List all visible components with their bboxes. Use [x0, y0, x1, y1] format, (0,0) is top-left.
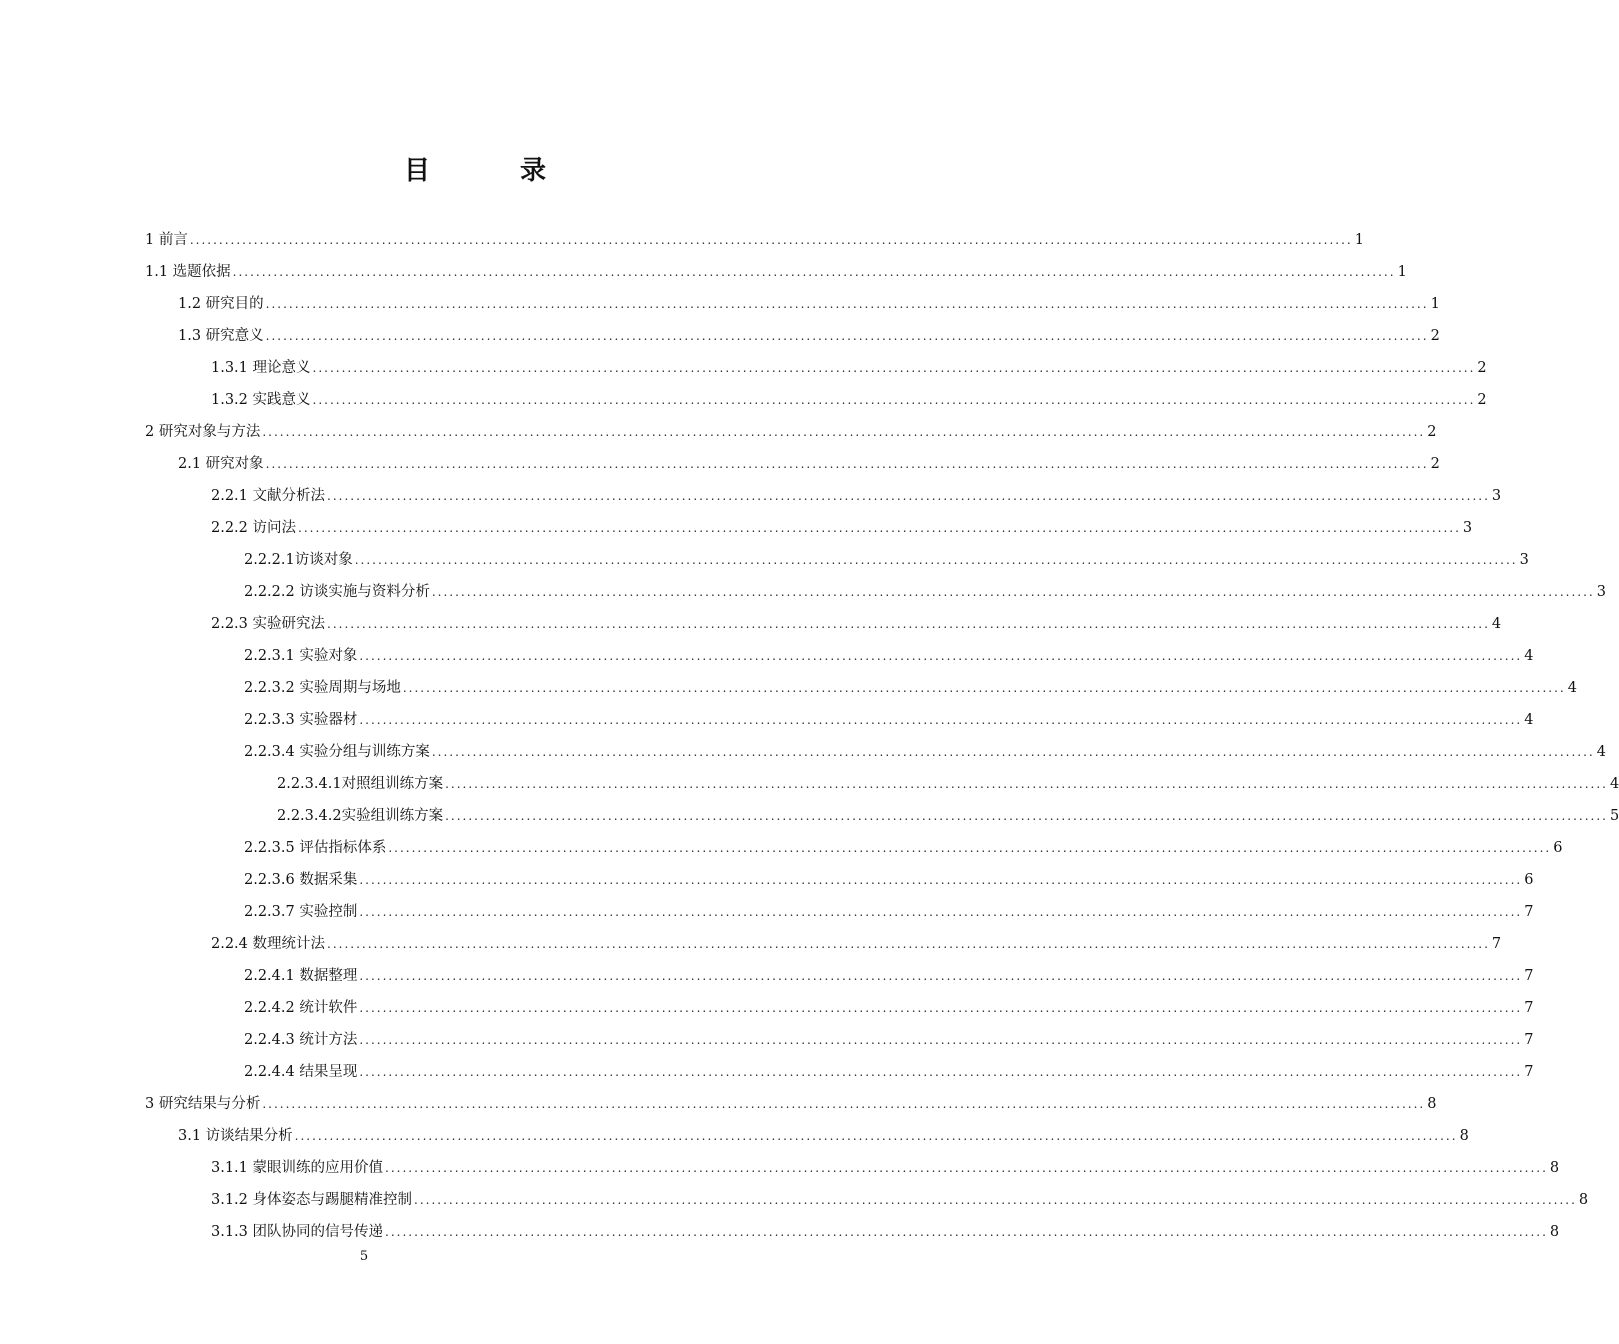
toc-leader-dots: ........................................................................................................................................................................................................	[327, 617, 1490, 631]
toc-entry-page: 8	[1459, 1128, 1469, 1144]
toc-entry[interactable]	[145, 640, 1534, 672]
toc-entry[interactable]	[145, 832, 1563, 864]
toc-entry-label: 2.2.4 数理统计法	[211, 936, 326, 952]
toc-entry-label: 2 研究对象与方法	[145, 424, 261, 440]
toc-leader-dots: ........................................................................................................................................................................................................	[354, 553, 1518, 567]
toc-entry-page: 4	[1567, 680, 1577, 696]
toc-entry-page: 8	[1549, 1160, 1560, 1176]
toc-entry-page: 7	[1491, 936, 1502, 952]
toc-entry[interactable]	[145, 416, 1437, 448]
toc-leader-dots: ........................................................................................................................................................................................................	[265, 329, 1429, 343]
toc-entry-label: 2.2.4.1 数据整理	[244, 968, 358, 984]
toc-entry[interactable]	[145, 992, 1534, 1024]
toc-entry-page: 5	[1609, 808, 1619, 824]
toc-entry-label: 1.3.2 实践意义	[211, 392, 311, 408]
toc-entry[interactable]	[145, 1184, 1589, 1216]
toc-entry-label: 2.2.3.5 评估指标体系	[244, 840, 387, 856]
toc-leader-dots: ........................................................................................................................................................................................................	[359, 905, 1523, 919]
toc-entry-label: 2.2.2 访问法	[211, 520, 297, 536]
toc-entry[interactable]	[145, 1216, 1560, 1248]
toc-entry-label: 2.2.3.6 数据采集	[244, 872, 358, 888]
toc-leader-dots: ........................................................................................................................................................................................................	[431, 585, 1595, 599]
toc-entry-label: 2.2.3.2 实验周期与场地	[244, 680, 401, 696]
toc-leader-dots: ........................................................................................................................................................................................................	[414, 1193, 1577, 1207]
toc-leader-dots: ........................................................................................................................................................................................................	[359, 713, 1523, 727]
toc-leader-dots: ........................................................................................................................................................................................................	[265, 457, 1429, 471]
toc-entry-label: 2.2.3.4 实验分组与训练方案	[244, 744, 430, 760]
toc-leader-dots: ........................................................................................................................................................................................................	[232, 265, 1396, 279]
toc-entry-label: 3.1.1 蒙眼训练的应用价值	[211, 1160, 384, 1176]
toc-leader-dots: ........................................................................................................................................................................................................	[359, 1033, 1523, 1047]
toc-entry[interactable]	[145, 352, 1487, 384]
document-title: 目 录	[403, 156, 578, 186]
toc-entry[interactable]	[145, 256, 1407, 288]
toc-entry-label: 1 前言	[145, 232, 188, 248]
toc-entry[interactable]	[145, 672, 1577, 704]
toc-entry-page: 4	[1524, 712, 1534, 728]
toc-entry-page: 3	[1596, 584, 1606, 600]
toc-entry-label: 1.3.1 理论意义	[211, 360, 311, 376]
toc-leader-dots: ........................................................................................................................................................................................................	[262, 425, 1426, 439]
toc-entry-label: 2.2.3.7 实验控制	[244, 904, 358, 920]
toc-leader-dots: ........................................................................................................................................................................................................	[385, 1161, 1548, 1175]
toc-entry[interactable]	[145, 928, 1502, 960]
toc-entry-label: 3.1.3 团队协同的信号传递	[211, 1224, 384, 1240]
toc-leader-dots: ........................................................................................................................................................................................................	[445, 809, 1608, 823]
toc-entry-label: 1.2 研究目的	[178, 296, 264, 312]
toc-entry-label: 2.2.2.1访谈对象	[244, 552, 353, 568]
toc-entry-label: 2.2.3 实验研究法	[211, 616, 326, 632]
toc-leader-dots: ........................................................................................................................................................................................................	[298, 521, 1461, 535]
toc-leader-dots: ........................................................................................................................................................................................................	[359, 1001, 1523, 1015]
toc-leader-dots: ........................................................................................................................................................................................................	[359, 1065, 1523, 1079]
toc-entry[interactable]	[145, 224, 1364, 256]
toc-entry-page: 4	[1609, 776, 1619, 792]
toc-leader-dots: ........................................................................................................................................................................................................	[327, 489, 1490, 503]
toc-leader-dots: ........................................................................................................................................................................................................	[431, 745, 1595, 759]
toc-entry[interactable]	[145, 576, 1606, 608]
toc-entry-label: 3.1.2 身体姿态与踢腿精准控制	[211, 1192, 413, 1208]
toc-entry-label: 2.2.3.3 实验器材	[244, 712, 358, 728]
toc-leader-dots: ........................................................................................................................................................................................................	[294, 1129, 1458, 1143]
toc-entry-label: 3.1 访谈结果分析	[178, 1128, 293, 1144]
toc-entry-page: 3	[1462, 520, 1473, 536]
toc-entry-page: 7	[1524, 1000, 1534, 1016]
toc-leader-dots: ........................................................................................................................................................................................................	[388, 841, 1552, 855]
toc-leader-dots: ........................................................................................................................................................................................................	[262, 1097, 1426, 1111]
toc-entry[interactable]	[145, 704, 1534, 736]
toc-entry[interactable]	[145, 288, 1440, 320]
toc-entry-label: 2.2.1 文献分析法	[211, 488, 326, 504]
toc-entry[interactable]	[145, 1152, 1560, 1184]
toc-entry[interactable]	[145, 384, 1487, 416]
toc-leader-dots: ........................................................................................................................................................................................................	[359, 969, 1523, 983]
toc-leader-dots: ........................................................................................................................................................................................................	[385, 1225, 1548, 1239]
toc-entry[interactable]	[145, 448, 1440, 480]
table-of-contents	[145, 224, 1619, 1248]
toc-leader-dots: ........................................................................................................................................................................................................	[402, 681, 1566, 695]
toc-entry-page: 6	[1524, 872, 1534, 888]
toc-entry-page: 7	[1524, 968, 1534, 984]
toc-leader-dots: ........................................................................................................................................................................................................	[359, 649, 1523, 663]
toc-entry-page: 1	[1430, 296, 1440, 312]
toc-entry-page: 2	[1430, 456, 1440, 472]
toc-leader-dots: ........................................................................................................................................................................................................	[312, 361, 1476, 375]
toc-entry[interactable]	[145, 480, 1502, 512]
toc-entry-page: 4	[1596, 744, 1606, 760]
toc-entry[interactable]	[145, 544, 1529, 576]
toc-entry-label: 1.3 研究意义	[178, 328, 264, 344]
toc-entry-page: 2	[1477, 392, 1487, 408]
toc-entry-label: 2.2.4.2 统计软件	[244, 1000, 358, 1016]
toc-entry-page: 8	[1549, 1224, 1560, 1240]
toc-entry-page: 3	[1519, 552, 1529, 568]
toc-leader-dots: ........................................................................................................................................................................................................	[312, 393, 1476, 407]
page-number: 5	[359, 1249, 369, 1264]
toc-entry[interactable]	[145, 896, 1534, 928]
toc-entry-page: 2	[1427, 424, 1437, 440]
toc-leader-dots: ........................................................................................................................................................................................................	[265, 297, 1429, 311]
toc-entry-page: 8	[1427, 1096, 1437, 1112]
toc-entry-page: 7	[1524, 904, 1534, 920]
toc-entry-label: 2.2.4.4 结果呈现	[244, 1064, 358, 1080]
toc-leader-dots: ........................................................................................................................................................................................................	[359, 873, 1523, 887]
toc-entry-page: 7	[1524, 1064, 1534, 1080]
toc-entry-label: 2.2.3.1 实验对象	[244, 648, 358, 664]
toc-entry-page: 3	[1491, 488, 1502, 504]
toc-leader-dots: ........................................................................................................................................................................................................	[189, 233, 1353, 247]
toc-entry[interactable]	[145, 800, 1619, 832]
toc-entry-page: 4	[1491, 616, 1502, 632]
toc-entry-label: 2.2.4.3 统计方法	[244, 1032, 358, 1048]
toc-entry-page: 6	[1553, 840, 1563, 856]
toc-entry-page: 1	[1354, 232, 1364, 248]
toc-entry[interactable]	[145, 512, 1473, 544]
toc-entry-label: 2.1 研究对象	[178, 456, 264, 472]
toc-entry-page: 7	[1524, 1032, 1534, 1048]
toc-entry-page: 1	[1397, 264, 1407, 280]
toc-entry[interactable]	[145, 1088, 1437, 1120]
toc-entry[interactable]	[145, 608, 1502, 640]
toc-entry-page: 4	[1524, 648, 1534, 664]
toc-entry-label: 2.2.3.4.2实验组训练方案	[277, 808, 444, 824]
toc-entry[interactable]	[145, 1024, 1534, 1056]
toc-entry-label: 2.2.3.4.1对照组训练方案	[277, 776, 444, 792]
toc-entry[interactable]	[145, 960, 1534, 992]
toc-entry[interactable]	[145, 864, 1534, 896]
toc-entry[interactable]	[145, 768, 1619, 800]
toc-leader-dots: ........................................................................................................................................................................................................	[445, 777, 1608, 791]
toc-entry[interactable]	[145, 736, 1606, 768]
toc-entry-label: 3 研究结果与分析	[145, 1096, 261, 1112]
toc-entry-page: 2	[1430, 328, 1440, 344]
toc-entry[interactable]	[145, 1056, 1534, 1088]
toc-leader-dots: ........................................................................................................................................................................................................	[327, 937, 1490, 951]
toc-entry-label: 1.1 选题依据	[145, 264, 231, 280]
toc-entry-label: 2.2.2.2 访谈实施与资料分析	[244, 584, 430, 600]
toc-entry-page: 8	[1578, 1192, 1589, 1208]
toc-entry[interactable]	[145, 1120, 1469, 1152]
toc-entry[interactable]	[145, 320, 1440, 352]
toc-entry-page: 2	[1477, 360, 1487, 376]
